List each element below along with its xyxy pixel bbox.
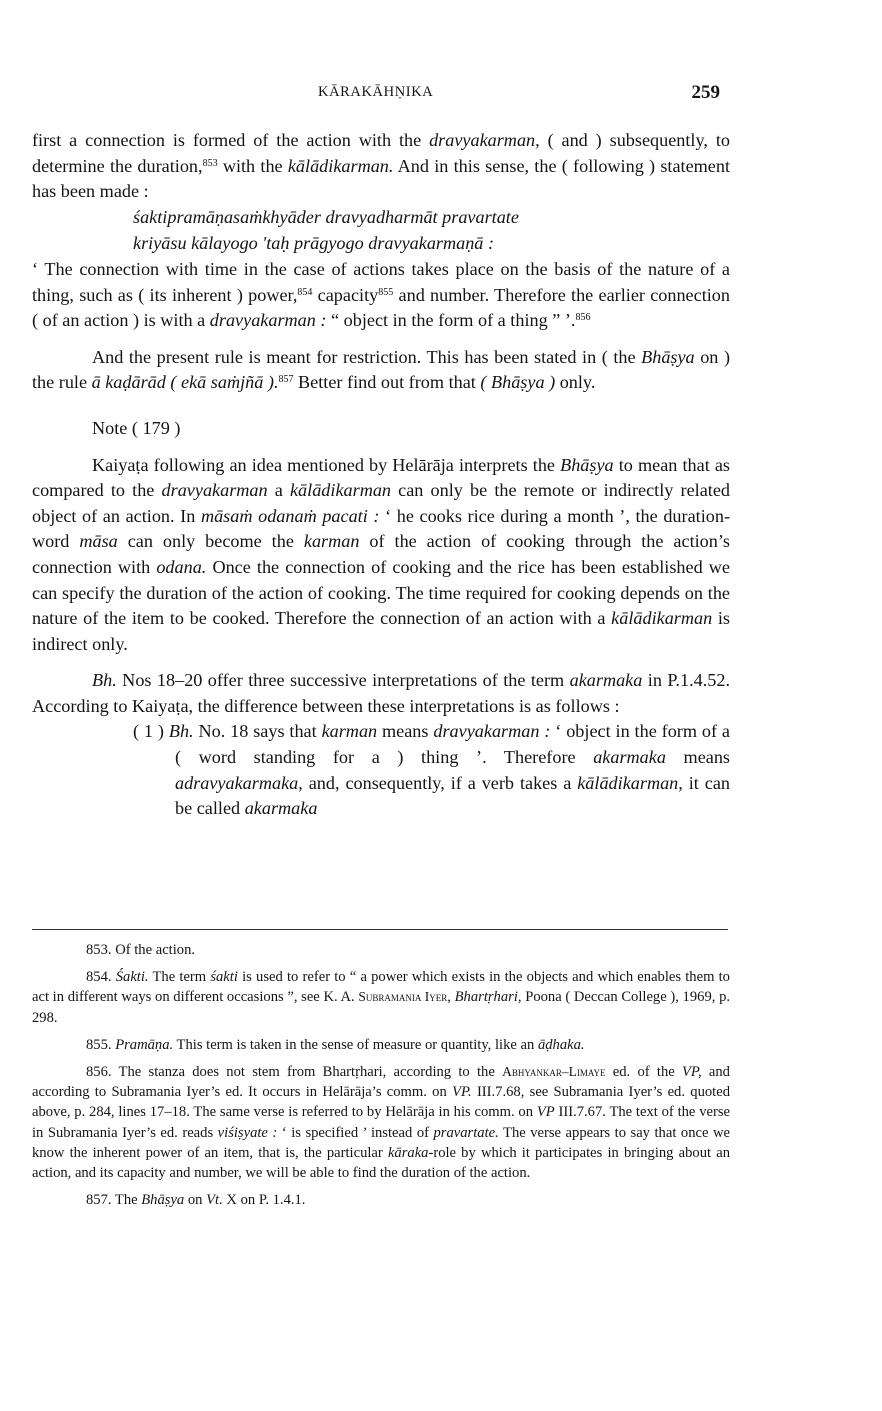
- main-text: [32, 128, 730, 822]
- paragraph-2: ‘ The connection with time in the case of actions takes place on the basis of the nature of a thing, such as ( its inherent ) power,$^{854}$ capacity$^{855}$ and number. Therefore the earlier connection ( of an action ) is with a dravyakarman : “ object in the form of a thing ” ’.$^{856}$: [32, 258, 730, 331]
- footnote-855: 855. Pramāṇa. This term is taken in the sense of measure or quantity, like an āḍhaka.: [86, 1036, 585, 1053]
- paragraph-5: Bh. Nos 18–20 offer three successive interpretations of the term akarmaka in P.1.4.52. According to Kaiyaṭa, the difference between these interpretations is as follows :: [32, 670, 730, 716]
- footnote-ref-854: 854: [297, 286, 313, 298]
- running-title: KĀRAKĀHṆIKA: [318, 84, 434, 100]
- footnote-ref-856: 856: [575, 312, 591, 324]
- footnote-854: 854. Śakti. The term śakti is used to refer to “ a power which exists in the objects and which enables them to act in different ways on different occasions ”, see K. A. Subramania Iyer, Bhartṛhari, Poona ( Deccan College ), 1969, p. 298.: [32, 969, 731, 1026]
- footnote-ref-853: 853: [202, 157, 218, 169]
- paragraph-3: And the present rule is meant for restriction. This has been stated in ( the Bhāṣya on ) the rule ā kaḍārād ( ekā saṁjñā ).$^{857}$ Better find out from that ( Bhāṣya ) only.: [32, 346, 731, 393]
- page-number: 259: [691, 82, 720, 103]
- list-item-1: ( 1 ) Bh. No. 18 says that karman means dravyakarman : ‘ object in the form of a ( word standing for a ) thing ’. Therefore akarmaka means adravyakarmaka, and, consequently, if a verb takes a kālādikarman, it can be called akarmaka: [133, 721, 731, 819]
- footnote-853: 853. Of the action.: [86, 942, 196, 958]
- footnote-ref-857: 857: [278, 374, 294, 386]
- footnote-ref-855: 855: [378, 286, 394, 298]
- note-heading: Note ( 179 ): [92, 417, 181, 438]
- paragraph-4: Kaiyaṭa following an idea mentioned by Helārāja interprets the Bhāṣya to mean that as compared to the dravyakarman a kālādikarman can only be the remote or indirectly related object of an action. In māsaṁ odanaṁ pacati : ‘ he cooks rice during a month ’, the duration-word māsa can only become the karman of the action of cooking through the action’s connection with odana. Once the connection of cooking and the rice has been established we can specify the duration of the action of cooking. The time required for cooking depends on the nature of the item to be cooked. Therefore the connection of an action with a kālādikarman is indirect only.: [32, 454, 731, 654]
- footnotes: [32, 940, 730, 1217]
- footnote-divider: [32, 929, 728, 930]
- verse-line-1: śaktipramāṇasaṁkhyāder dravyadharmāt pravartate: [133, 206, 519, 227]
- paragraph-1: first a connection is formed of the action with the dravyakarman, ( and ) subsequently, to determine the duration,$^{853}$ with the kālādikarman. And in this sense, the ( following ) statement has been made :: [32, 130, 731, 202]
- running-header: [0, 82, 882, 108]
- footnote-857: 857. The Bhāṣya on Vt. X on P. 1.4.1.: [86, 1192, 306, 1209]
- verse-line-2: kriyāsu kālayogo 'taḥ prāgyogo dravyakarmaṇā :: [133, 233, 495, 254]
- footnote-856: 856. The stanza does not stem from Bhartṛhari, according to the Abhyankar–Limaye ed. of the VP, and according to Subramania Iyer’s ed. It occurs in Helārāja’s comm. on VP. III.7.68, see Subramania Iyer’s ed. quoted above, p. 284, lines 17–18. The same verse is referred to by Helārāja in his comm. on VP III.7.67. The text of the verse in Subramania Iyer’s ed. reads viśiṣyate : ‘ is specified ’ instead of pravartate. The verse appears to say that once we know the inherent power of an item, that is, the particular kāraka-role by which it participates in bringing about an action, and its capacity and number, we will be able to find the duration of the action.: [32, 1064, 731, 1182]
